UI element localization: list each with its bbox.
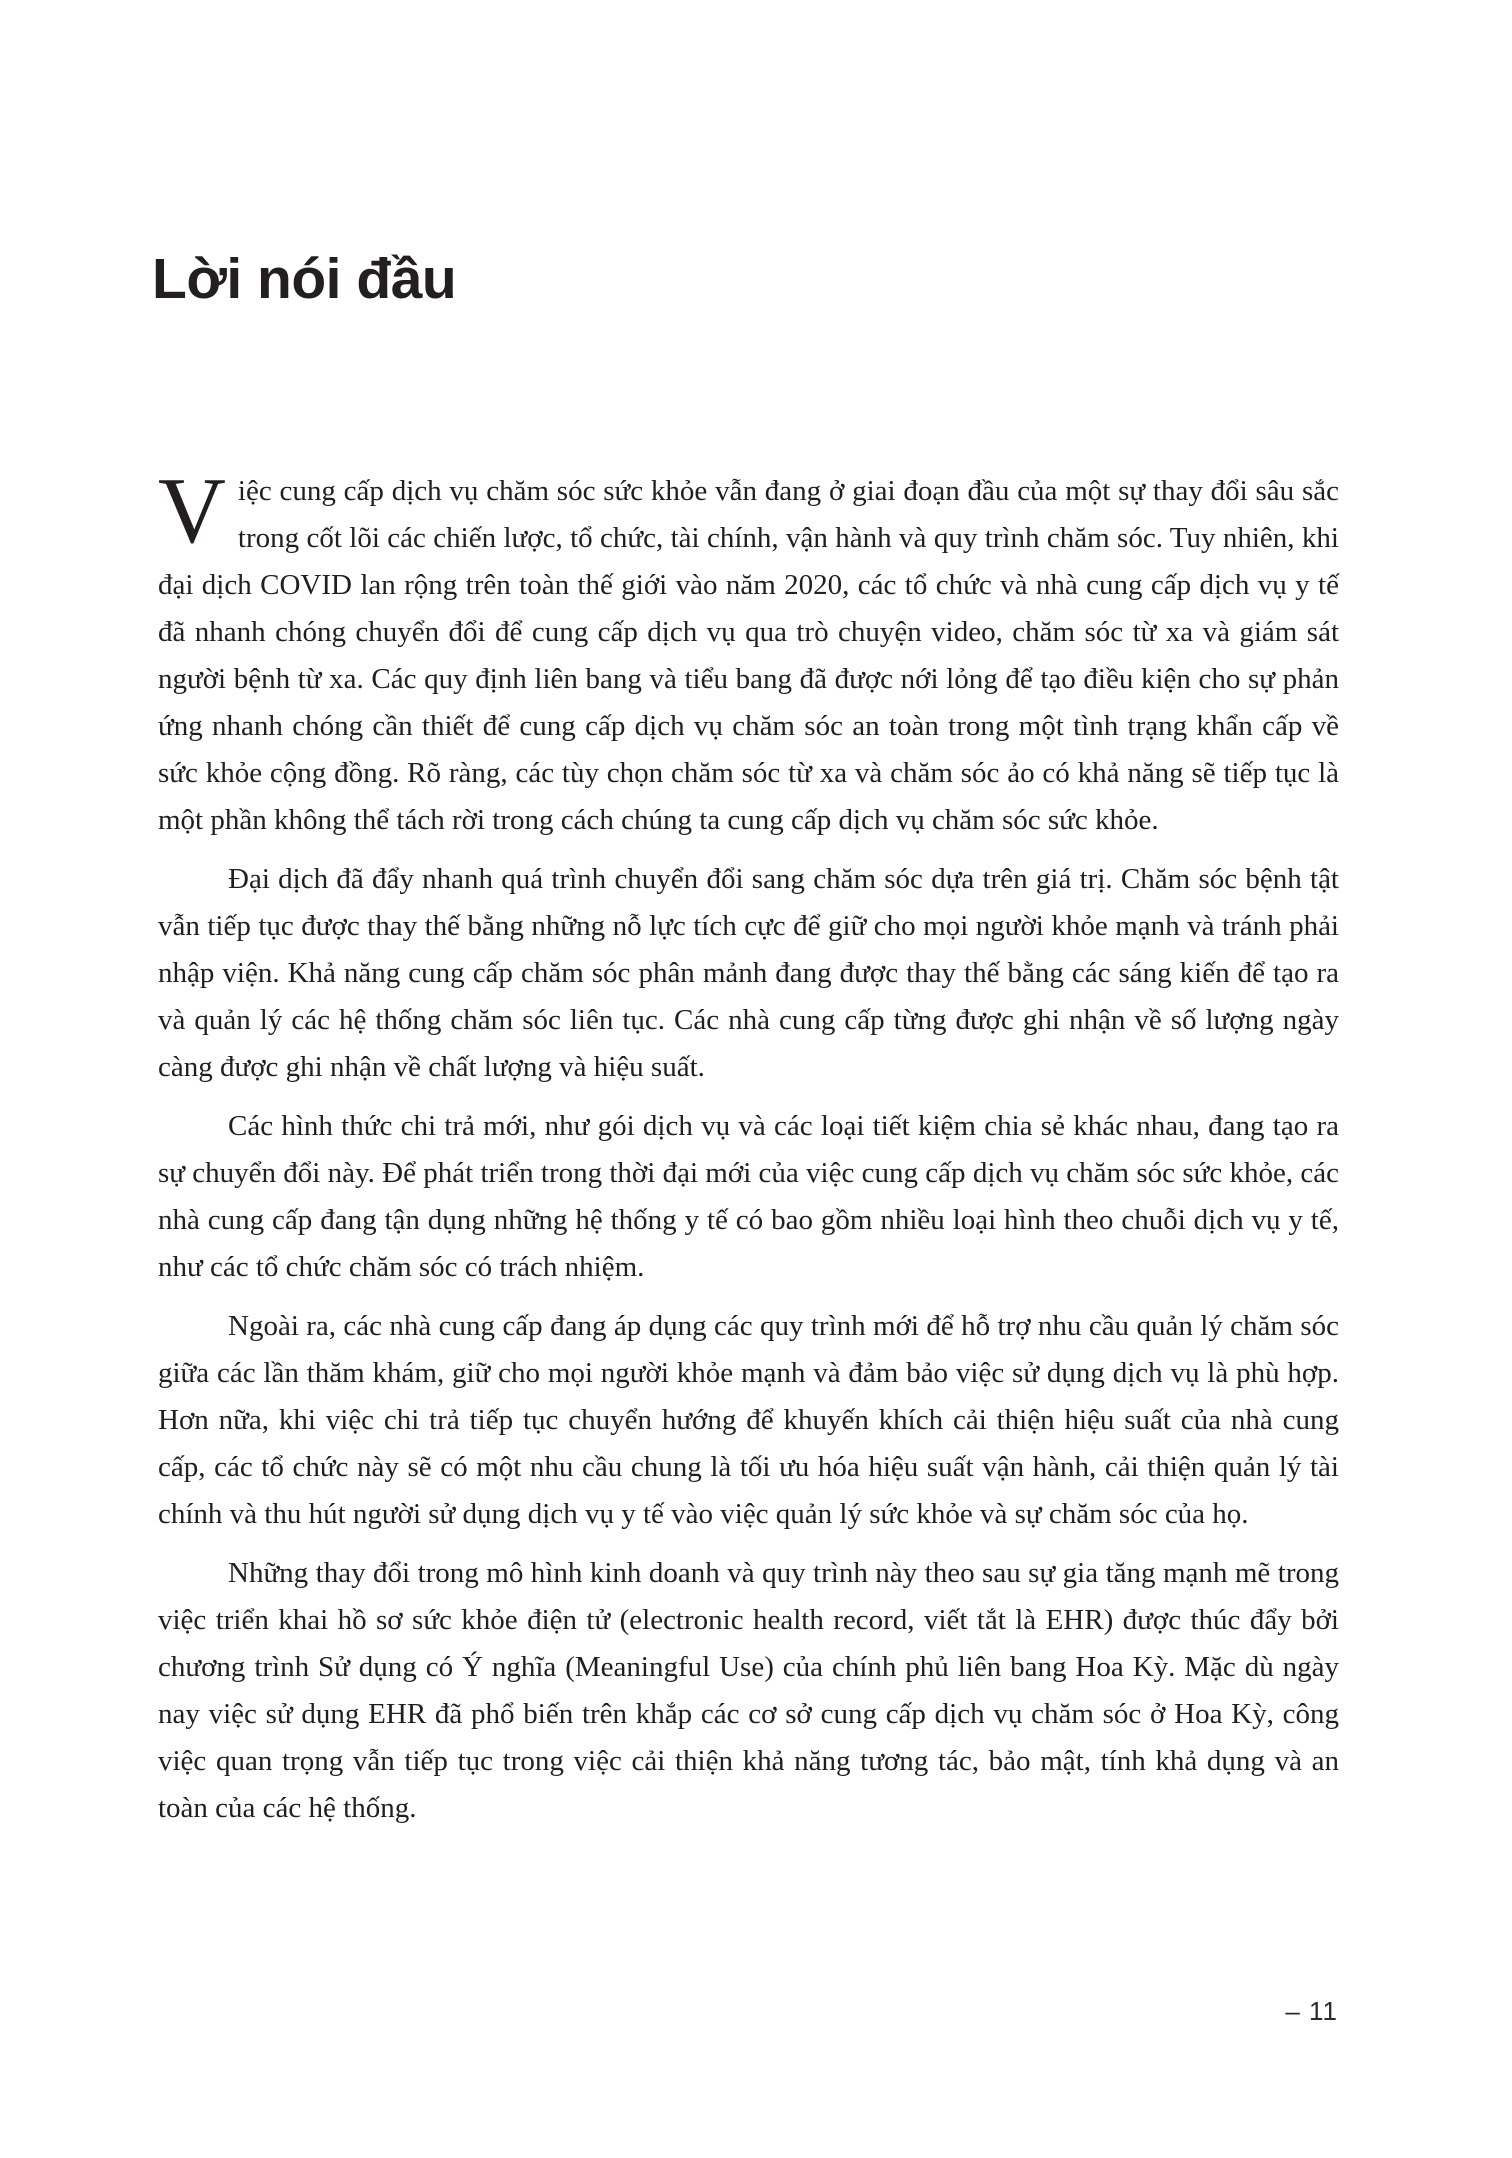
paragraph-text: iệc cung cấp dịch vụ chăm sóc sức khỏe vẫn đang ở giai đoạn đầu của một sự thay đổi sâu sắc trong cốt lõi các chiến lược, tổ chức, tài chính, vận hành và quy trình chăm sóc. Tuy nhiên, khi đại dịch COVID lan rộng trên toàn thế giới vào năm 2020, các tổ chức và nhà cung cấp dịch vụ y tế đã nhanh chóng chuyển đổi để cung cấp dịch vụ qua trò chuyện video, chăm sóc từ xa và giám sát người bệnh từ xa. Các quy định liên bang và tiểu bang đã được nới lỏng để tạo điều kiện cho sự phản ứng nhanh chóng cần thiết để cung cấp dịch vụ chăm sóc an toàn trong một tình trạng khẩn cấp về sức khỏe cộng đồng. Rõ ràng, các tùy chọn chăm sóc từ xa và chăm sóc ảo có khả năng sẽ tiếp tục là một phần không thể tách rời trong cách chúng ta cung cấp dịch vụ chăm sóc sức khỏe. (158, 475, 1339, 836)
paragraph: Những thay đổi trong mô hình kinh doanh và quy trình này theo sau sự gia tăng mạnh mẽ trong việc triển khai hồ sơ sức khỏe điện tử (electronic health record, viết tắt là EHR) được thúc đẩy bởi chương trình Sử dụng có Ý nghĩa (Meaningful Use) của chính phủ liên bang Hoa Kỳ. Mặc dù ngày nay việc sử dụng EHR đã phổ biến trên khắp các cơ sở cung cấp dịch vụ chăm sóc ở Hoa Kỳ, công việc quan trọng vẫn tiếp tục trong việc cải thiện khả năng tương tác, bảo mật, tính khả dụng và an toàn của các hệ thống. (158, 1557, 1339, 1824)
paragraph: Đại dịch đã đẩy nhanh quá trình chuyển đổi sang chăm sóc dựa trên giá trị. Chăm sóc bệnh tật vẫn tiếp tục được thay thế bằng những nỗ lực tích cực để giữ cho mọi người khỏe mạnh và tránh phải nhập viện. Khả năng cung cấp chăm sóc phân mảnh đang được thay thế bằng các sáng kiến để tạo ra và quản lý các hệ thống chăm sóc liên tục. Các nhà cung cấp từng được ghi nhận về số lượng ngày càng được ghi nhận về chất lượng và hiệu suất. (158, 863, 1339, 1083)
body-text (158, 459, 1339, 1844)
page-number: – 11 (1285, 1996, 1338, 2026)
page-title: Lời nói đầu (152, 247, 457, 312)
paragraph: Ngoài ra, các nhà cung cấp đang áp dụng các quy trình mới để hỗ trợ nhu cầu quản lý chăm sóc giữa các lần thăm khám, giữ cho mọi người khỏe mạnh và đảm bảo việc sử dụng dịch vụ là phù hợp. Hơn nữa, khi việc chi trả tiếp tục chuyển hướng để khuyến khích cải thiện hiệu suất của nhà cung cấp, các tổ chức này sẽ có một nhu cầu chung là tối ưu hóa hiệu suất vận hành, cải thiện quản lý tài chính và thu hút người sử dụng dịch vụ y tế vào việc quản lý sức khỏe và sự chăm sóc của họ. (158, 1310, 1339, 1530)
drop-cap: V (158, 459, 226, 563)
paragraph: Các hình thức chi trả mới, như gói dịch vụ và các loại tiết kiệm chia sẻ khác nhau, đang tạo ra sự chuyển đổi này. Để phát triển trong thời đại mới của việc cung cấp dịch vụ chăm sóc sức khỏe, các nhà cung cấp đang tận dụng những hệ thống y tế có bao gồm nhiều loại hình theo chuỗi dịch vụ y tế, như các tổ chức chăm sóc có trách nhiệm. (158, 1110, 1339, 1283)
paragraph (158, 459, 1339, 844)
